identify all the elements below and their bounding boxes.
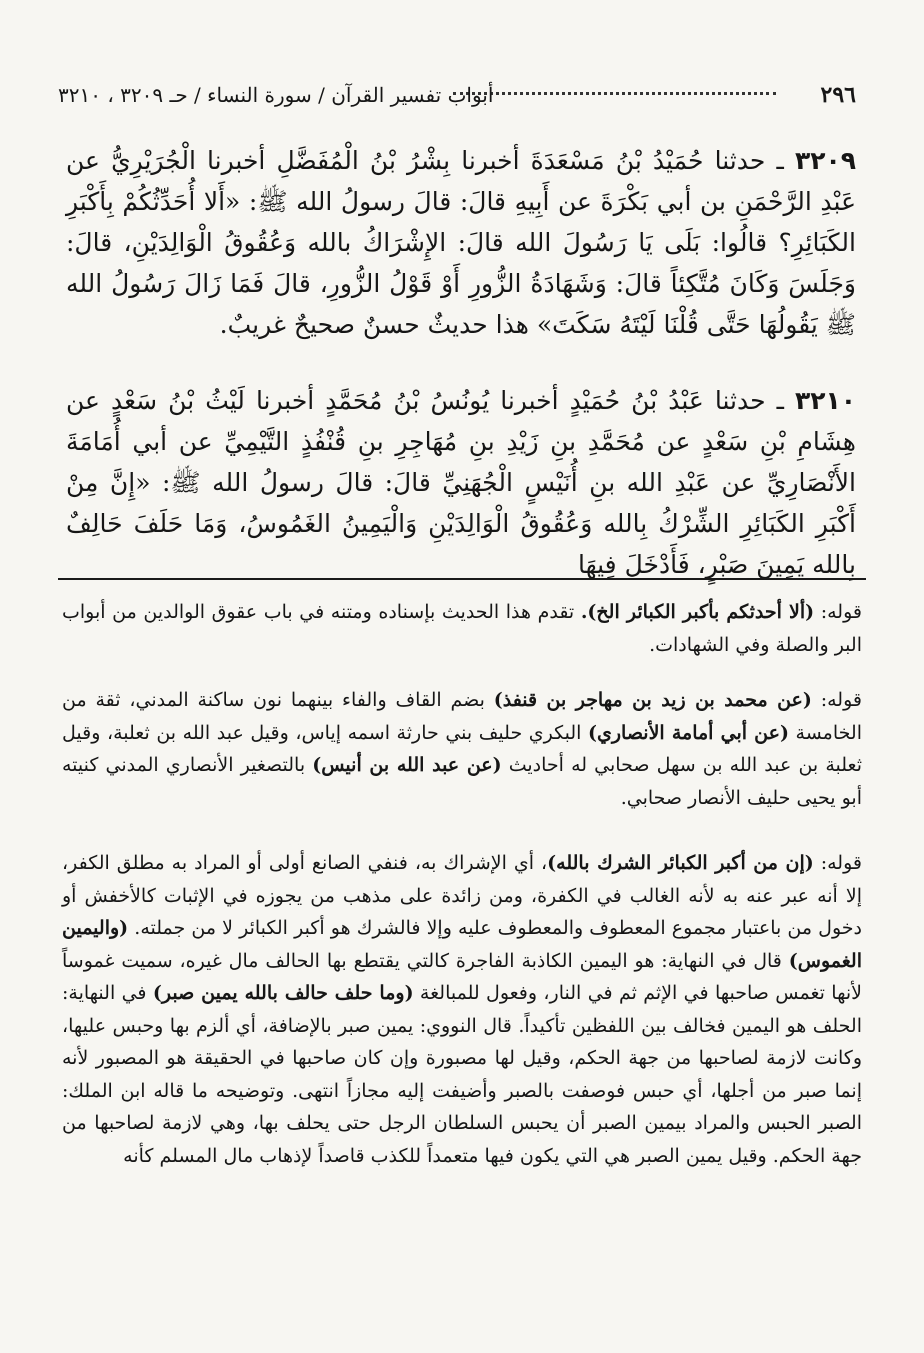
commentary-text: في النهاية: الحلف هو اليمين فخالف بين اللفظين تأكيداً. قال النووي: يمين صبر بالإضافة، أي ألزم بها وحبس عليها، وكانت لازمة لصاحبها من جهة الحكم، وقيل لها مصبورة وإن كان صاحبها في الحقيقة هو المصبور لأنه إنما صبر من أجلها، أي حبس فوصفت بالصبر وأضيفت إليه مجازاً انتهى. وتوضيحه ما قاله ابن الملك: الصبر الحبس والمراد بيمين الصبر أن يحبس السلطان الرجل حتى يحلف بها، وهي لازمة لصاحبها من جهة الحكم. وقيل يمين الصبر هي التي يكون فيها متعمداً للكذب قاصداً لإذهاب مال المسلم كأنه [62,982,862,1167]
commentary-quote: (عن أبي أمامة الأنصاري) [588,721,789,744]
hadith-3209 [66,140,856,345]
commentary-quote: (عن محمد بن زيد بن مهاجر بن قنفذ) [493,689,812,711]
commentary-quote: (ألا أحدثكم بأكبر الكبائر الخ). [580,601,815,623]
commentary-text: البكري حليف بني حارثة اسمه إياس، وقيل عبد الله بن ثعلبة، وقيل ثعلبة بن عبد الله بن سهل صحابي له أحاديث [62,721,862,776]
commentary-text: ، أي الإشراك به، فنفي الصانع أولى أو المراد به مطلق الكفر، إلا أنه عبر عنه به لأنه الغالب في الكفرة، ومن زائدة على مذهب من يجوزه في الإثبات كالأخفش أو دخول من باعتبار مجموع المعطوف والمعطوف عليه وإلا فالشرك هو أكبر الكبائر لا من جملته. [62,852,862,939]
hadith-number: ٣٢١٠ [794,386,856,415]
page-number: ٢٩٦ [820,82,856,108]
header-title: أبواب تفسير القرآن / سورة النساء / حـ ٣٢٠٩ ، ٣٢١٠ [58,83,494,107]
commentary-lead: قوله: [811,689,862,711]
commentary-text: بالتصغير الأنصاري المدني كنيته أبو يحيى حليف الأنصار صحابي. [62,754,862,809]
commentary-lead: قوله: [814,601,862,623]
commentary-2 [62,684,862,814]
commentary-text: تقدم هذا الحديث بإسناده ومتنه في باب عقوق الوالدين من أبواب البر والصلة وفي الشهادات. [62,601,862,656]
commentary-1 [62,596,862,661]
commentary-lead: قوله: [813,852,862,874]
footnote-divider [58,578,866,580]
hadith-paragraph [66,380,856,585]
hadith-paragraph [66,140,856,345]
commentary-paragraph [62,847,862,1172]
hadith-3210 [66,380,856,585]
commentary-quote: (واليمين الغموس) [62,917,862,972]
commentary-text: قال في النهاية: هو اليمين الكاذبة الفاجرة كالتي يقتطع بها الحالف مال غيره، سميت غموساً لأنها تغمس صاحبها في الإثم ثم في النار، وفعول للمبالغة [62,949,862,1004]
commentary-3 [62,847,862,1172]
commentary-quote: (عن عبد الله بن أنيس) [312,754,502,776]
running-header [58,78,856,112]
commentary-text: بضم القاف والفاء بينهما نون ساكنة المدني، ثقة من الخامسة [62,689,862,744]
commentary-paragraph [62,596,862,661]
hadith-number: ٣٢٠٩ [794,146,856,175]
commentary-quote: (وما حلف حالف بالله يمين صبر) [152,982,414,1004]
commentary-paragraph [62,684,862,814]
hadith-text: ـ حدثنا حُمَيْدُ بْنُ مَسْعَدَةَ أخبرنا بِشْرُ بْنُ الْمُفَضَّلِ أخبرنا الْجُرَيْرِيُّ عن عَبْدِ الرَّحْمَنِ بن أبي بَكْرَةَ عن أَبِيهِ قالَ: قالَ رسولُ الله ﷺ: «أَلا أُحَدِّثُكُمْ بِأَكْبَرِ الكَبَائِرِ؟ قالُوا: بَلَى يَا رَسُولَ الله قالَ: الإِشْرَاكُ بالله وَعُقُوقُ الْوَالِدَيْنِ، قالَ: وَجَلَسَ وَكَانَ مُتَّكِئاً قالَ: وَشَهَادَةُ الزُّورِ أَوْ قَوْلُ الزُّورِ، قالَ فَمَا زَالَ رَسُولُ الله ﷺ يَقُولُهَا حَتَّى قُلْنَا لَيْتَهُ سَكَتَ» هذا حديثٌ حسنٌ صحيحٌ غريبٌ. [66,146,856,339]
header-dotted-leader [453,92,776,95]
commentary-quote: (إن من أكبر الكبائر الشرك بالله) [547,852,814,874]
hadith-text: ـ حدثنا عَبْدُ بْنُ حُمَيْدٍ أخبرنا يُونُسُ بْنُ مُحَمَّدٍ أخبرنا لَيْثُ بْنُ سَعْدٍ عن هِشَامِ بْنِ سَعْدٍ عن مُحَمَّدِ بنِ زَيْدِ بنِ مُهَاجِرِ بنِ قُنْفُذٍ التَّيْمِيِّ عن أبي أُمَامَةَ الأَنْصَارِيِّ عن عَبْدِ الله بنِ أُنَيْسٍ الْجُهَنِيِّ قالَ: قالَ رسولُ الله ﷺ: «إِنَّ مِنْ أَكْبَرِ الكَبَائِرِ الشِّرْكُ بِالله وَعُقُوقُ الْوَالِدَيْنِ وَالْيَمِينُ الغَمُوسُ، وَمَا حَلَفَ حَالِفٌ بِالله يَمِينَ صَبْرٍ، فَأَدْخَلَ فِيهَا [66,386,856,579]
